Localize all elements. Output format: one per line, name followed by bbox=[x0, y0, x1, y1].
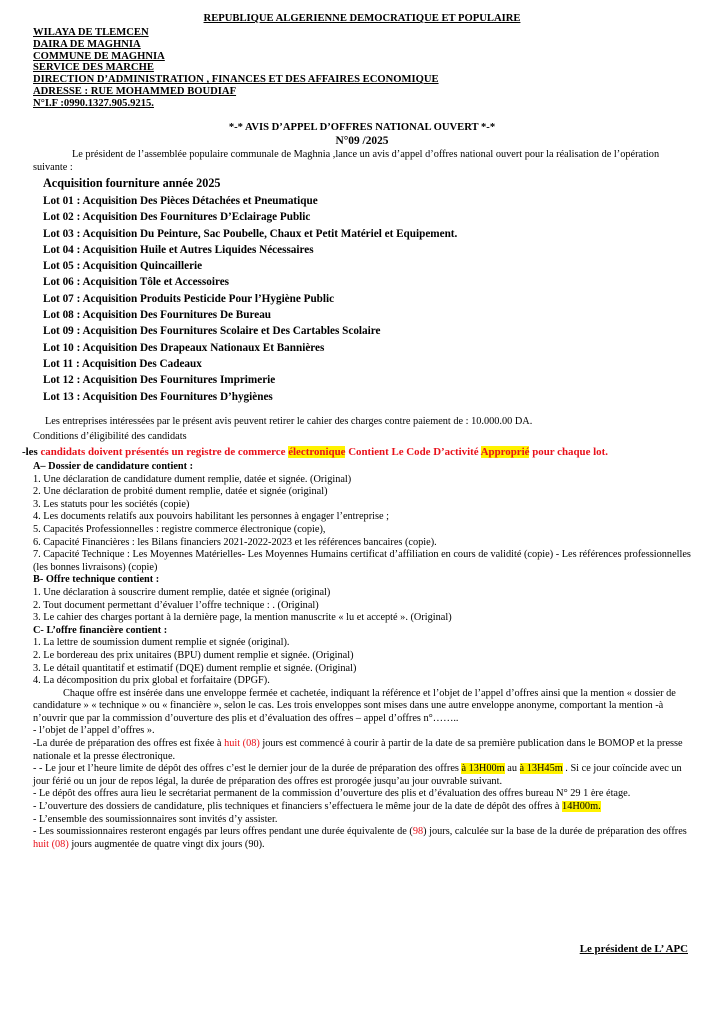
deadline-paragraph bbox=[33, 763, 693, 788]
conditions-heading: Conditions d’éligibilité des candidats bbox=[33, 431, 187, 442]
duration-paragraph bbox=[33, 738, 693, 763]
registry-requirement bbox=[22, 446, 608, 459]
address-line: ADRESSE : RUE MOHAMMED BOUDIAF bbox=[33, 85, 237, 97]
list-item: Lot 03 : Acquisition Du Peinture, Sac Poubelle, Chaux et Petit Matériel et Equipement. bbox=[43, 227, 458, 240]
list-item: 4. La décomposition du prix global et forfaitaire (DPGF). bbox=[33, 675, 270, 687]
engagement-text: - Les soumissionnaires resteront engagés par leurs offres pendant une durée équivalente de ( bbox=[33, 826, 413, 838]
intro-paragraph bbox=[33, 149, 673, 174]
list-item: 2. Une déclaration de probité dument remplie, datée et signée (original) bbox=[33, 486, 328, 498]
requirement-text: candidats doivent présentés un registre de commerce bbox=[40, 446, 289, 458]
list-item: 5. Capacités Professionnelles : registre commerce électronique (copie), bbox=[33, 523, 326, 535]
list-item: Lot 13 : Acquisition Des Fournitures D’hygiènes bbox=[43, 390, 273, 403]
notice-number: N°09 /2025 bbox=[335, 135, 389, 147]
requirement-text: Contient Le Code D’activité bbox=[345, 446, 481, 458]
highlight-electronique: électronique bbox=[288, 446, 346, 458]
daira-line: DAIRA DE MAGHNIA bbox=[33, 38, 141, 50]
list-item: 3. Le cahier des charges portant à la dernière page, la mention manuscrite « lu et accepté ». (Original) bbox=[33, 612, 452, 624]
deadline-text: . Si ce jour coïncide avec un jour férié ou un jour de repos légal, la durée de préparation des offres est prorogée jusqu’au jour ouvrable suivant. bbox=[33, 763, 682, 787]
engagement-text: jours augmentée de quatre vingt dix jours (90). bbox=[68, 838, 265, 850]
deadline-start-time: à 13H00m bbox=[461, 763, 505, 775]
wilaya-line: WILAYA DE TLEMCEN bbox=[33, 27, 149, 38]
list-item: 1. La lettre de soumission dument remplie et signée (original). bbox=[33, 637, 290, 649]
list-item: 4. Les documents relatifs aux pouvoirs habilitant les personnes à engager l’entreprise ; bbox=[33, 511, 389, 523]
list-item: 1. Une déclaration de candidature dument remplie, datée et signée. (Original) bbox=[33, 473, 352, 485]
requirement-prefix: -les bbox=[22, 446, 41, 458]
nif-line: N°I.F :0990.1327.905.9215. bbox=[33, 97, 154, 109]
duration-text: jours est commencé à courir à partir de la date de sa première publication dans le BOMOP et la presse nationale et la presse électronique. bbox=[33, 738, 683, 762]
list-item: Lot 10 : Acquisition Des Drapeaux Nationaux Et Bannières bbox=[43, 341, 325, 354]
list-item: Lot 08 : Acquisition Des Fournitures De Bureau bbox=[43, 309, 272, 322]
list-item: 3. Les statuts pour les sociétés (copie) bbox=[33, 498, 190, 510]
list-item: 6. Capacité Financières : les Bilans financiers 2021-2022-2023 et les références bancaires (copie). bbox=[33, 536, 437, 548]
signature-line: Le président de L’ APC bbox=[579, 943, 688, 955]
engagement-days: 98 bbox=[412, 826, 424, 838]
list-item: Lot 05 : Acquisition Quincaillerie bbox=[43, 260, 203, 273]
country-title: REPUBLIQUE ALGERIENNE DEMOCRATIQUE ET POPULAIRE bbox=[203, 13, 521, 24]
list-item: 7. Capacité Technique : Les Moyennes Matérielles- Les Moyennes Humains certificat d’affiliation en cours de validité (copie) - Les références professionnelles (les bonnes livraisons) (copie) bbox=[33, 549, 691, 573]
envelope-paragraph: Chaque offre est insérée dans une enveloppe fermée et cachetée, indiquant la référence et l’objet de l’appel d’offres ainsi que la mention « dossier de candidature » « technique » ou « financière », selon le cas. Les trois enveloppes sont mises dans une autre enveloppe anonyme, comportant la mention -à n’ouvrir que par la commission d’ouverture des plis et d’évaluation des offres – appel d’offres n°…….. bbox=[33, 687, 676, 724]
list-item: Lot 11 : Acquisition Des Cadeaux bbox=[43, 357, 202, 370]
list-item: Lot 02 : Acquisition Des Fournitures D’Eclairage Public bbox=[43, 211, 311, 224]
engagement-text: ) jours, calculée sur la base de la durée de préparation des offres bbox=[423, 826, 687, 838]
list-item: Lot 09 : Acquisition Des Fournitures Scolaire et Des Cartables Scolaire bbox=[43, 325, 381, 338]
section-b-title: B- Offre technique contient : bbox=[33, 574, 160, 586]
commune-line: COMMUNE DE MAGHNIA bbox=[33, 50, 165, 62]
issuer-header bbox=[33, 27, 439, 110]
notice-title: *-* AVIS D’APPEL D’OFFRES NATIONAL OUVERT *-* bbox=[228, 122, 496, 133]
preparation-days: huit (08) bbox=[33, 838, 69, 850]
list-item: Lot 12 : Acquisition Des Fournitures Imprimerie bbox=[43, 374, 276, 387]
notice-body bbox=[33, 461, 693, 851]
list-item: 3. Le détail quantitatif et estimatif (DQE) dument remplie et signée. (Original) bbox=[33, 662, 357, 674]
highlight-approprie: Approprié bbox=[480, 446, 530, 458]
duration-days: huit (08) bbox=[224, 738, 260, 750]
opening-text: - L’ouverture des dossiers de candidature, plis techniques et financiers s’effectuera le même jour de la date de dépôt des offres à bbox=[33, 801, 563, 813]
section-a-title: A– Dossier de candidature contient : bbox=[33, 461, 194, 472]
service-line: SERVICE DES MARCHE bbox=[33, 62, 154, 74]
deposit-paragraph: - Le dépôt des offres aura lieu le secrétariat permanent de la commission d’ouverture des plis et d’évaluation des offres bureau N° 29 1 ère étage. bbox=[33, 788, 631, 800]
lots-title: Acquisition fourniture année 2025 bbox=[43, 176, 221, 190]
deadline-text: - - Le jour et l’heure limite de dépôt des offres c’est le dernier jour de la durée de préparation des offres bbox=[33, 763, 462, 775]
opening-paragraph bbox=[33, 801, 693, 814]
list-item: 1. Une déclaration à souscrire dument remplie, datée et signée (original) bbox=[33, 586, 331, 598]
fee-paragraph: Les entreprises intéressées par le présent avis peuvent retirer le cahier des charges contre paiement de : 10.000.00 DA. bbox=[45, 416, 533, 427]
list-item: Lot 06 : Acquisition Tôle et Accessoires bbox=[43, 276, 230, 289]
invited-paragraph: - L’ensemble des soumissionnaires sont invités d’y assister. bbox=[33, 813, 278, 825]
lots-list bbox=[43, 193, 457, 405]
opening-time: 14H00m. bbox=[562, 801, 601, 813]
deadline-end-time: à 13H45m bbox=[519, 763, 563, 775]
deadline-text: au bbox=[504, 763, 520, 775]
list-item: Lot 04 : Acquisition Huile et Autres Liquides Nécessaires bbox=[43, 243, 314, 256]
section-c-title: C- L’offre financière contient : bbox=[33, 624, 168, 636]
list-item: Lot 01 : Acquisition Des Pièces Détachées et Pneumatique bbox=[43, 195, 318, 207]
list-item: 2. Le bordereau des prix unitaires (BPU) dument remplie et signée. (Original) bbox=[33, 649, 354, 661]
requirement-text: pour chaque lot. bbox=[529, 446, 608, 458]
intro-text: Le président de l’assemblée populaire communale de Maghnia ,lance un avis d’appel d’offres national ouvert pour la réalisation de l’opération suivante : bbox=[33, 149, 660, 173]
list-item: Lot 07 : Acquisition Produits Pesticide Pour l’Hygiène Public bbox=[43, 292, 335, 305]
duration-text: -La durée de préparation des offres est fixée à bbox=[33, 738, 225, 750]
direction-line: DIRECTION D’ADMINISTRATION , FINANCES ET DES AFFAIRES ECONOMIQUE bbox=[33, 74, 439, 86]
envelope-object-line: - l’objet de l’appel d’offres ». bbox=[33, 725, 155, 737]
engagement-paragraph bbox=[33, 826, 693, 851]
list-item: 2. Tout document permettant d’évaluer l’offre technique : . (Original) bbox=[33, 599, 319, 611]
